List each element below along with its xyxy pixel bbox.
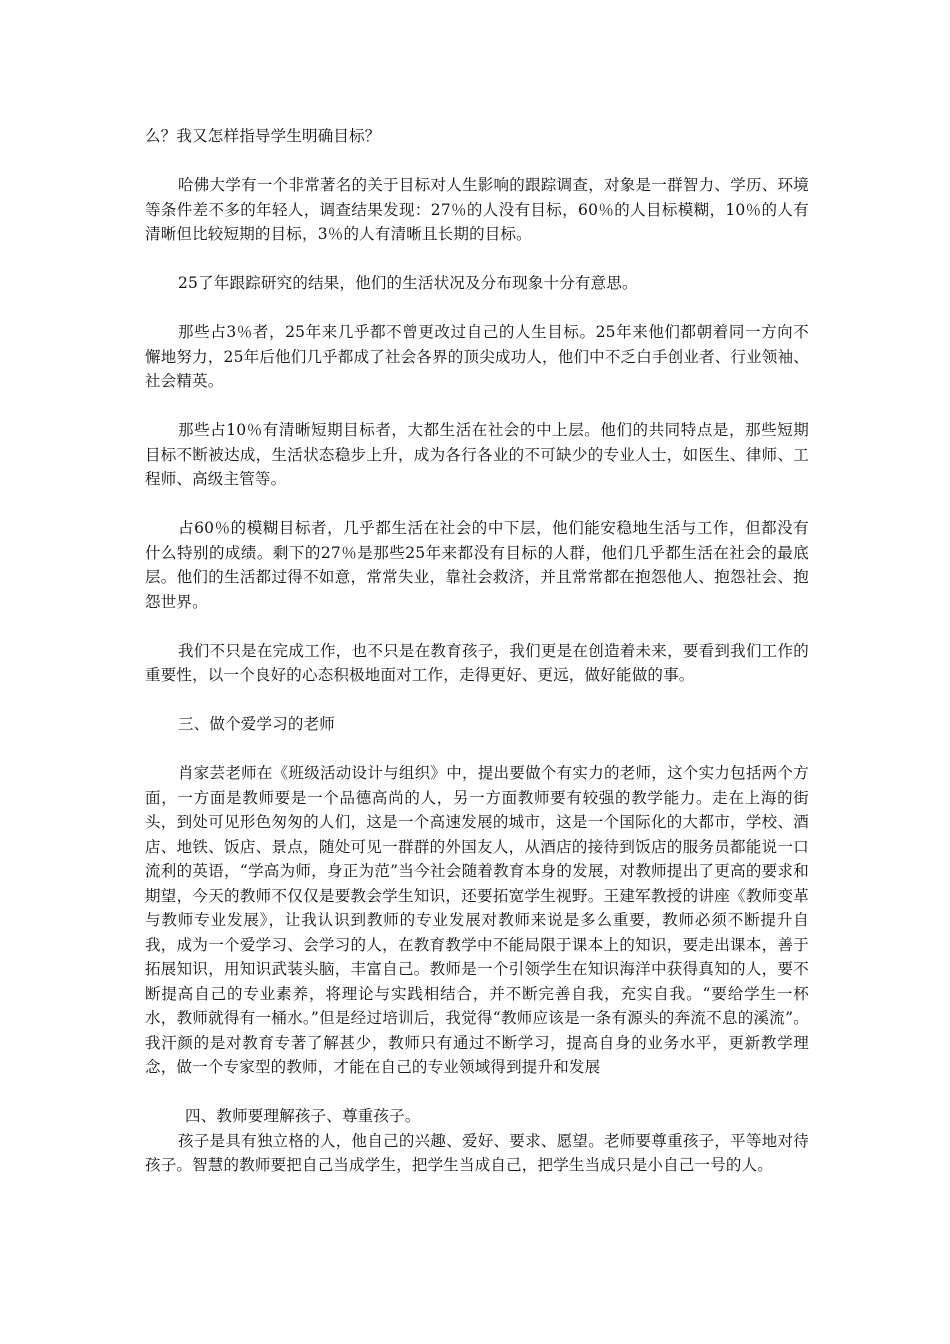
paragraph-love-learning: 肖家芸老师在《班级活动设计与组织》中，提出要做个有实力的老师，这个实力包括两个方面，一方面是教师要是一个品德高尚的人，另一方面教师要有较强的教学能力。走在上海的街头，到处可见形色匆匆的人们，这是一个高速发展的城市，这是一个国际化的大都市，学校、酒店、地铁、饭店、景点，随处可见一群群的外国友人，从酒店的接待到饭店的服务员都能说一口流利的英语，“学高为师，身正为范”当今社会随着教育本身的发展，对教师提出了更高的要求和期望，今天的教师不仅仅是要教会学生知识，还要拓宽学生视野。王建军教授的讲座《教师变革与教师专业发展》，让我认识到教师的专业发展对教师来说是多么重要，教师必须不断提升自我，成为一个爱学习、会学习的人，在教育教学中不能局限于课本上的知识，要走出课本，善于拓展知识，用知识武装头脑，丰富自己。教师是一个引领学生在知识海洋中获得真知的人，要不断提高自己的专业素养，将理论与实践相结合，并不断完善自我，充实自我。“要给学生一杯水，教师就得有一桶水。”但是经过培训后，我觉得“教师应该是一条有源头的奔流不息的溪流”。我汗颜的是对教育专著了解甚少，教师只有通过不断学习，提高自身的业务水平，更新教学理念，做一个专家型的教师，才能在自己的专业领域得到提升和发展 bbox=[145, 764, 809, 1076]
document-page bbox=[145, 124, 809, 1178]
paragraph-continuation: 么？我又怎样指导学生明确目标？ bbox=[145, 127, 381, 145]
paragraph-respect-children: 孩子是具有独立格的人，他自己的兴趣、爱好、要求、愿望。老师要尊重孩子，平等地对待孩子。智慧的教师要把自己当成学生，把学生当成自己，把学生当成只是小自己一号的人。 bbox=[145, 1131, 809, 1174]
section-heading-4: 四、教师要理解孩子、尊重孩子。 bbox=[185, 1107, 421, 1125]
paragraph-60-percent: 占60％的模糊目标者，几乎都生活在社会的中下层，他们能安稳地生活与工作，但都没有什么特别的成绩。剩下的27％是那些25年来都没有目标的人群，他们几乎都生活在社会的最底层。他们的生活都过得不如意，常常失业，靠社会救济，并且常常都在抱怨他人、抱怨社会、抱怨世界。 bbox=[145, 519, 809, 611]
paragraph-3-percent: 那些占3％者，25年来几乎都不曾更改过自己的人生目标。25年来他们都朝着同一方向不懈地努力，25年后他们几乎都成了社会各界的顶尖成功人，他们中不乏白手创业者、行业领袖、社会精英。 bbox=[145, 323, 809, 390]
paragraph-creating-future: 我们不只是在完成工作，也不只是在教育孩子，我们更是在创造着未来，要看到我们工作的重要性，以一个良好的心态积极地面对工作，走得更好、更远，做好能做的事。 bbox=[145, 641, 809, 684]
paragraph-25-years: 25了年跟踪研究的结果，他们的生活状况及分布现象十分有意思。 bbox=[178, 274, 638, 292]
paragraph-harvard-study: 哈佛大学有一个非常著名的关于目标对人生影响的跟踪调查，对象是一群智力、学历、环境等条件差不多的年轻人，调查结果发现：27％的人没有目标，60％的人目标模糊，10％的人有清晰但比较短期的目标，3％的人有清晰且长期的目标。 bbox=[145, 176, 809, 243]
section-heading-3: 三、做个爱学习的老师 bbox=[178, 715, 336, 733]
paragraph-10-percent: 那些占10％有清晰短期目标者，大都生活在社会的中上层。他们的共同特点是，那些短期目标不断被达成，生活状态稳步上升，成为各行各业的不可缺少的专业人士，如医生、律师、工程师、高级主管等。 bbox=[145, 421, 809, 488]
